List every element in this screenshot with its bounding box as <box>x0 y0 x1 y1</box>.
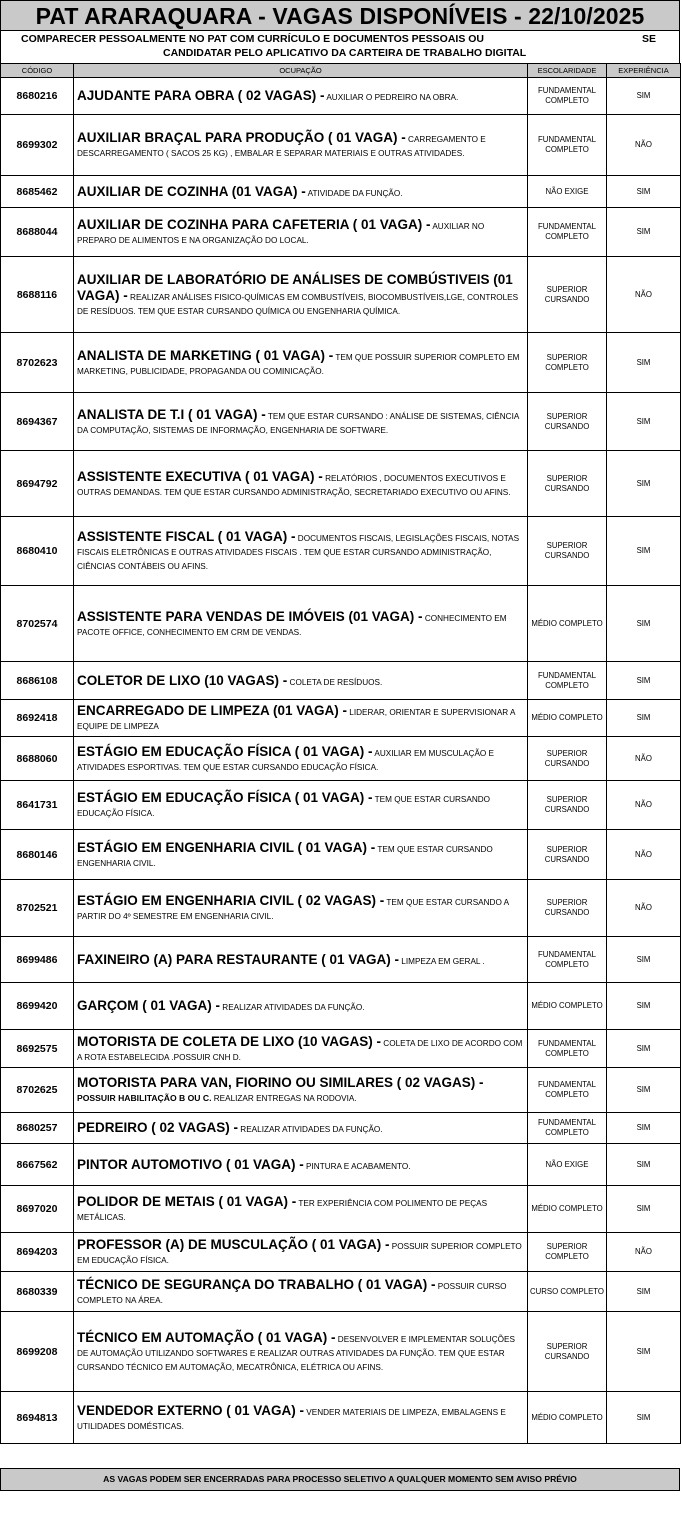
job-code: 8688044 <box>1 208 74 257</box>
table-row <box>1 333 681 393</box>
job-experience: SIM <box>607 1392 681 1444</box>
job-details: COLETA DE RESÍDUOS. <box>287 677 383 687</box>
job-education: FUNDAMENTAL COMPLETO <box>528 78 607 115</box>
job-experience: SIM <box>607 208 681 257</box>
job-experience: SIM <box>607 1030 681 1068</box>
job-education: SUPERIOR CURSANDO <box>528 517 607 586</box>
job-title: PEDREIRO ( 02 VAGAS) - <box>77 1120 239 1135</box>
job-education: FUNDAMENTAL COMPLETO <box>528 115 607 176</box>
notice-line-1: COMPARECER PESSOALMENTE NO PAT COM CURRÍCULO E DOCUMENTOS PESSOAIS OU <box>21 33 485 45</box>
job-details: LIMPEZA EM GERAL . <box>399 956 485 966</box>
page-title: PAT ARARAQUARA - VAGAS DISPONÍVEIS - 22/10/2025 <box>0 0 680 31</box>
job-description <box>74 78 528 115</box>
job-education: MÉDIO COMPLETO <box>528 586 607 662</box>
job-code: 8680216 <box>1 78 74 115</box>
job-title: COLETOR DE LIXO (10 VAGAS) - <box>77 672 288 688</box>
table-row <box>1 880 681 937</box>
job-experience: SIM <box>607 586 681 662</box>
job-code: 8688116 <box>1 257 74 333</box>
job-title: TÉCNICO DE SEGURANÇA DO TRABALHO ( 01 VAGA) - <box>77 1276 436 1292</box>
table-row <box>1 1030 681 1068</box>
job-experience: SIM <box>607 1144 681 1186</box>
job-description <box>74 937 528 983</box>
job-code: 8699208 <box>1 1312 74 1392</box>
job-code: 8692418 <box>1 700 74 737</box>
job-education: SUPERIOR CURSANDO <box>528 451 607 517</box>
table-row <box>1 78 681 115</box>
job-code: 8697020 <box>1 1186 74 1233</box>
job-code: 8694813 <box>1 1392 74 1444</box>
job-experience: NÃO <box>607 115 681 176</box>
job-code: 8686108 <box>1 662 74 700</box>
job-education: FUNDAMENTAL COMPLETO <box>528 1030 607 1068</box>
job-description <box>74 176 528 208</box>
job-details: REALIZAR ENTREGAS NA RODOVIA. <box>211 1094 357 1103</box>
job-title: GARÇOM ( 01 VAGA) - <box>77 998 221 1013</box>
job-description <box>74 1233 528 1272</box>
job-title: ESTÁGIO EM ENGENHARIA CIVIL ( 01 VAGA) - <box>77 839 376 855</box>
notice-line-2: CANDIDATAR PELO APLICATIVO DA CARTEIRA DE TRABALHO DIGITAL <box>163 47 527 59</box>
job-description <box>74 257 528 333</box>
job-education: FUNDAMENTAL COMPLETO <box>528 208 607 257</box>
header-education: ESCOLARIDADE <box>528 64 607 78</box>
job-description <box>74 737 528 781</box>
job-experience: SIM <box>607 176 681 208</box>
job-description <box>74 333 528 393</box>
table-row <box>1 393 681 451</box>
job-code: 8702625 <box>1 1068 74 1113</box>
job-description <box>74 451 528 517</box>
job-experience: SIM <box>607 1272 681 1312</box>
job-title: ESTÁGIO EM EDUCAÇÃO FÍSICA ( 01 VAGA) - <box>77 790 373 805</box>
job-title: PROFESSOR (A) DE MUSCULAÇÃO ( 01 VAGA) - <box>77 1237 390 1252</box>
table-row <box>1 830 681 880</box>
job-experience: SIM <box>607 662 681 700</box>
job-details: TEM QUE ESTAR CURSANDO A PARTIR DO 4º SEMESTRE EM ENGENHARIA CIVIL. <box>77 898 509 921</box>
job-title: AUXILIAR DE COZINHA PARA CAFETERIA ( 01 VAGA) - <box>77 217 431 232</box>
job-education: SUPERIOR COMPLETO <box>528 333 607 393</box>
job-code: 8699486 <box>1 937 74 983</box>
job-title: AJUDANTE PARA OBRA ( 02 VAGAS) - <box>77 88 325 103</box>
job-details: TEM QUE ESTAR CURSANDO ENGENHARIA CIVIL. <box>77 844 493 868</box>
job-details: REALIZAR ATIVIDADES DA FUNÇÃO. <box>220 1003 365 1012</box>
job-details: RELATÓRIOS , DOCUMENTOS EXECUTIVOS E OUTRAS DEMANDAS. TEM QUE ESTAR CURSANDO ADMINISTRAÇÃO, SECRETARIADO EXECUTIVO OU AFINS. <box>77 473 511 497</box>
job-title: ENCARREGADO DE LIMPEZA (01 VAGA) - <box>77 703 348 718</box>
job-education: FUNDAMENTAL COMPLETO <box>528 662 607 700</box>
job-code: 8694792 <box>1 451 74 517</box>
job-details: DOCUMENTOS FISCAIS, LEGISLAÇÕES FISCAIS, NOTAS FISCAIS ELETRÔNICAS E OUTRAS ATIVIDADES FISCAIS . TEM QUE ESTAR CURSANDO ADMINISTRAÇÃO, CIÊNCIAS CONTÁBEIS OU AFINS. <box>77 534 520 571</box>
job-description <box>74 208 528 257</box>
job-education: SUPERIOR CURSANDO <box>528 781 607 830</box>
job-details: VENDER MATERIAIS DE LIMPEZA, EMBALAGENS E UTILIDADES DOMÉSTICAS. <box>77 1407 506 1431</box>
job-experience: SIM <box>607 517 681 586</box>
table-row <box>1 983 681 1030</box>
job-education: FUNDAMENTAL COMPLETO <box>528 937 607 983</box>
job-description <box>74 393 528 451</box>
job-title: ANALISTA DE MARKETING ( 01 VAGA) - <box>77 347 334 363</box>
job-description <box>74 1113 528 1144</box>
job-details: REALIZAR ANÁLISES FISICO-QUÍMICAS EM COMBUSTÍVEIS, BIOCOMBUSTÍVEIS,LGE, CONTROLES DE RESÍDUOS. TEM QUE ESTAR CURSANDO QUÍMICA OU ENGENHARIA QUÍMICA. <box>77 292 519 316</box>
job-description <box>74 781 528 830</box>
table-row <box>1 1113 681 1144</box>
job-title: ASSISTENTE EXECUTIVA ( 01 VAGA) - <box>77 468 323 484</box>
job-education: MÉDIO COMPLETO <box>528 983 607 1030</box>
table-row <box>1 1233 681 1272</box>
job-title: MOTORISTA DE COLETA DE LIXO (10 VAGAS) - <box>77 1033 382 1049</box>
job-experience: NÃO <box>607 737 681 781</box>
table-row <box>1 257 681 333</box>
job-details: TEM QUE ESTAR CURSANDO EDUCAÇÃO FÍSICA. <box>77 795 491 818</box>
job-description <box>74 1186 528 1233</box>
job-details: POSSUIR CURSO COMPLETO NA ÁREA. <box>77 1281 507 1305</box>
job-details: LIDERAR, ORIENTAR E SUPERVISIONAR A EQUIPE DE LIMPEZA <box>77 708 516 731</box>
job-code: 8699302 <box>1 115 74 176</box>
table-row <box>1 700 681 737</box>
job-details: ATIVIDADE DA FUNÇÃO. <box>305 188 403 198</box>
job-education: SUPERIOR COMPLETO <box>528 1233 607 1272</box>
table-body <box>1 78 681 1444</box>
job-experience: NÃO <box>607 830 681 880</box>
job-code: 8702521 <box>1 880 74 937</box>
job-title: POLIDOR DE METAIS ( 01 VAGA) - <box>77 1194 297 1209</box>
table-row <box>1 1312 681 1392</box>
job-description <box>74 1312 528 1392</box>
job-title: AUXILIAR DE LABORATÓRIO DE ANÁLISES DE COMBÚSTIVEIS (01 VAGA) - <box>77 271 513 303</box>
job-title: VENDEDOR EXTERNO ( 01 VAGA) - <box>77 1402 305 1418</box>
job-description <box>74 830 528 880</box>
job-code: 8699420 <box>1 983 74 1030</box>
table-row <box>1 781 681 830</box>
header-code: CÓDIGO <box>1 64 74 78</box>
job-code: 8641731 <box>1 781 74 830</box>
job-experience: SIM <box>607 1312 681 1392</box>
job-title: AUXILIAR BRAÇAL PARA PRODUÇÃO ( 01 VAGA) - <box>77 130 406 145</box>
job-experience: SIM <box>607 983 681 1030</box>
job-education: CURSO COMPLETO <box>528 1272 607 1312</box>
job-code: 8680339 <box>1 1272 74 1312</box>
job-experience: SIM <box>607 78 681 115</box>
job-code: 8694367 <box>1 393 74 451</box>
job-education: SUPERIOR CURSANDO <box>528 880 607 937</box>
job-description <box>74 115 528 176</box>
job-title: ANALISTA DE T.I ( 01 VAGA) - <box>77 406 266 422</box>
table-row <box>1 1068 681 1113</box>
job-experience: SIM <box>607 1186 681 1233</box>
job-experience: SIM <box>607 1068 681 1113</box>
job-details: TEM QUE POSSUIR SUPERIOR COMPLETO EM MARKETING, PUBLICIDADE, PROPAGANDA OU COMINICAÇÃO. <box>77 352 520 376</box>
job-details: AUXILIAR O PEDREIRO NA OBRA. <box>324 93 459 102</box>
table-row <box>1 737 681 781</box>
job-title: AUXILIAR DE COZINHA (01 VAGA) - <box>77 183 306 199</box>
job-experience: SIM <box>607 937 681 983</box>
job-experience: SIM <box>607 393 681 451</box>
notice-banner <box>0 31 680 63</box>
job-education: FUNDAMENTAL COMPLETO <box>528 1068 607 1113</box>
job-description <box>74 1068 528 1113</box>
job-experience: SIM <box>607 1113 681 1144</box>
table-row <box>1 208 681 257</box>
job-code: 8688060 <box>1 737 74 781</box>
job-education: SUPERIOR CURSANDO <box>528 737 607 781</box>
job-experience: NÃO <box>607 257 681 333</box>
job-title: ASSISTENTE PARA VENDAS DE IMÓVEIS (01 VAGA) - <box>77 608 423 624</box>
job-title: MOTORISTA PARA VAN, FIORINO OU SIMILARES ( 02 VAGAS) - <box>77 1075 484 1090</box>
job-code: 8694203 <box>1 1233 74 1272</box>
job-code: 8680146 <box>1 830 74 880</box>
header-experience: EXPERIÊNCIA <box>607 64 681 78</box>
job-experience: SIM <box>607 333 681 393</box>
table-header-row <box>1 64 681 78</box>
table-row <box>1 1186 681 1233</box>
header-occupation: OCUPAÇÃO <box>74 64 528 78</box>
job-details: AUXILIAR EM MUSCULAÇÃO E ATIVIDADES ESPORTIVAS. TEM QUE ESTAR CURSANDO EDUCAÇÃO FÍSICA. <box>77 748 495 772</box>
job-requirement: POSSUIR HABILITAÇÃO B OU C. <box>77 1093 212 1103</box>
job-details: TEM QUE ESTAR CURSANDO : ANÁLISE DE SISTEMAS, CIÊNCIA DA COMPUTAÇÃO, SISTEMAS DE INFORMAÇÃO, ENGENHARIA DE SOFTWARE. <box>77 411 519 435</box>
job-title: ESTÁGIO EM EDUCAÇÃO FÍSICA ( 01 VAGA) - <box>77 743 373 759</box>
job-title: FAXINEIRO (A) PARA RESTAURANTE ( 01 VAGA) - <box>77 951 400 967</box>
job-experience: SIM <box>607 700 681 737</box>
job-details: CARREGAMENTO E DESCARREGAMENTO ( SACOS 25 KG) , EMBALAR E SEPARAR MATERIAIS E OUTRAS ATIVIDADES. <box>77 135 486 158</box>
job-education: MÉDIO COMPLETO <box>528 1186 607 1233</box>
job-description <box>74 517 528 586</box>
job-details: CONHECIMENTO EM PACOTE OFFICE, CONHECIMENTO EM CRM DE VENDAS. <box>77 613 507 637</box>
job-description <box>74 586 528 662</box>
table-row <box>1 937 681 983</box>
job-code: 8702574 <box>1 586 74 662</box>
job-code: 8685462 <box>1 176 74 208</box>
job-code: 8667562 <box>1 1144 74 1186</box>
job-education: MÉDIO COMPLETO <box>528 700 607 737</box>
table-row <box>1 1272 681 1312</box>
job-title: ASSISTENTE FISCAL ( 01 VAGA) - <box>77 529 296 544</box>
job-code: 8680257 <box>1 1113 74 1144</box>
table-row <box>1 115 681 176</box>
table-row <box>1 451 681 517</box>
job-description <box>74 1030 528 1068</box>
table-row <box>1 1144 681 1186</box>
job-experience: NÃO <box>607 880 681 937</box>
job-education: FUNDAMENTAL COMPLETO <box>528 1113 607 1144</box>
job-description <box>74 662 528 700</box>
job-code: 8680410 <box>1 517 74 586</box>
job-title: TÉCNICO EM AUTOMAÇÃO ( 01 VAGA) - <box>77 1329 336 1345</box>
job-details: PINTURA E ACABAMENTO. <box>303 1161 411 1171</box>
job-experience: NÃO <box>607 781 681 830</box>
job-title: PINTOR AUTOMOTIVO ( 01 VAGA) - <box>77 1156 304 1172</box>
job-description <box>74 1144 528 1186</box>
table-row <box>1 517 681 586</box>
job-experience: SIM <box>607 451 681 517</box>
job-details: COLETA DE LIXO DE ACORDO COM A ROTA ESTABELECIDA .POSSUIR CNH D. <box>77 1038 523 1062</box>
job-education: SUPERIOR CURSANDO <box>528 830 607 880</box>
job-code: 8692575 <box>1 1030 74 1068</box>
job-education: MÉDIO COMPLETO <box>528 1392 607 1444</box>
footer-notice: AS VAGAS PODEM SER ENCERRADAS PARA PROCESSO SELETIVO A QUALQUER MOMENTO SEM AVISO PRÉVIO <box>0 1468 680 1491</box>
table-row <box>1 586 681 662</box>
job-description <box>74 700 528 737</box>
job-education: NÃO EXIGE <box>528 176 607 208</box>
job-education: SUPERIOR CURSANDO <box>528 257 607 333</box>
job-description <box>74 983 528 1030</box>
job-description <box>74 880 528 937</box>
job-education: SUPERIOR CURSANDO <box>528 1312 607 1392</box>
job-details: REALIZAR ATIVIDADES DA FUNÇÃO. <box>238 1125 383 1134</box>
table-row <box>1 662 681 700</box>
job-education: NÃO EXIGE <box>528 1144 607 1186</box>
job-details: POSSUIR SUPERIOR COMPLETO EM EDUCAÇÃO FÍSICA. <box>77 1242 522 1265</box>
job-title: ESTÁGIO EM ENGENHARIA CIVIL ( 02 VAGAS) - <box>77 893 385 908</box>
job-details: AUXILIAR NO PREPARO DE ALIMENTOS E NA ORGANIZAÇÃO DO LOCAL. <box>77 222 485 245</box>
job-details: DESENVOLVER E IMPLEMENTAR SOLUÇÕES DE AUTOMAÇÃO UTILIZANDO SOFTWARES E REALIZAR OUTRAS ATIVIDADES DA FUNÇÃO. TEM QUE ESTAR CURSANDO TÉCNICO EM AUTOMAÇÃO, MECATRÔNICA, ELÉTRICA OU AFINS. <box>77 1334 515 1372</box>
table-row <box>1 176 681 208</box>
job-code: 8702623 <box>1 333 74 393</box>
vacancies-table <box>0 63 681 1444</box>
job-description <box>74 1392 528 1444</box>
job-experience: NÃO <box>607 1233 681 1272</box>
job-education: SUPERIOR CURSANDO <box>528 393 607 451</box>
notice-se: SE <box>642 33 657 45</box>
table-row <box>1 1392 681 1444</box>
job-details: TER EXPERIÊNCIA COM POLIMENTO DE PEÇAS METÁLICAS. <box>77 1199 488 1222</box>
job-description <box>74 1272 528 1312</box>
